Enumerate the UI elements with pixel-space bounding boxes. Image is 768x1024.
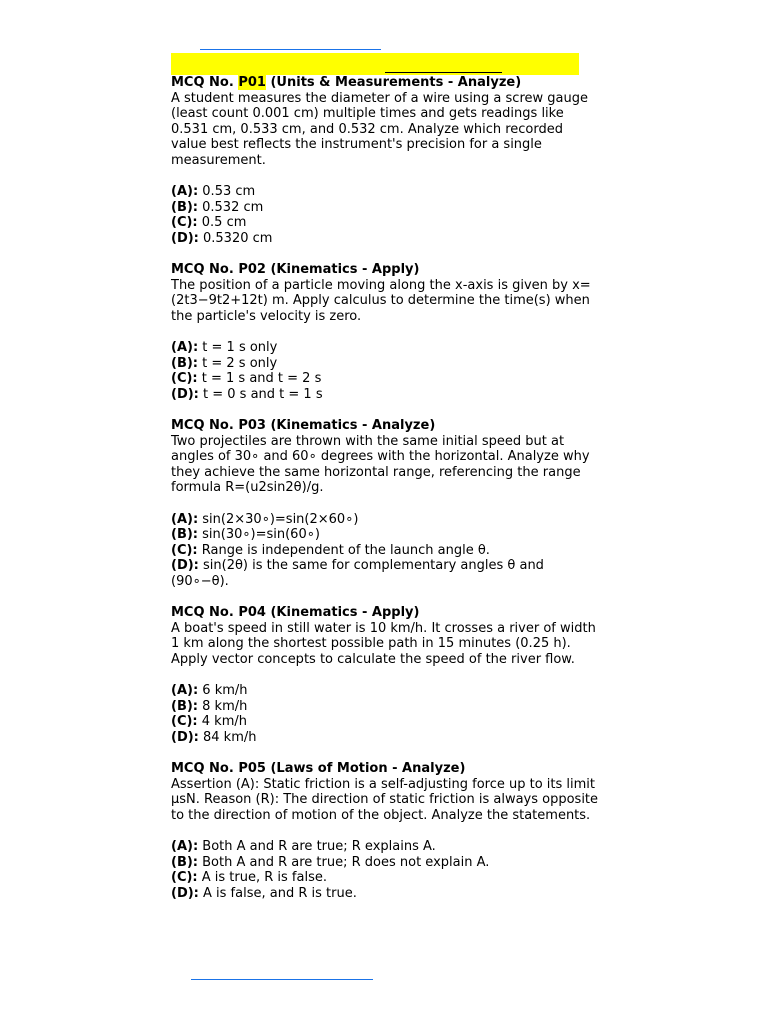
question-list xyxy=(171,75,601,917)
question-header: MCQ No. P02 (Kinematics - Apply) xyxy=(171,262,420,278)
question-text: The position of a particle moving along the x-axis is given by x=(2t3−9t2+12t) m. Apply calculus to determine the time(s) when the particle's velocity is zero. xyxy=(171,277,591,324)
question-id: P03 xyxy=(238,418,266,434)
question-id: P02 xyxy=(238,262,266,278)
question-topic: (Kinematics - Analyze) xyxy=(265,418,436,434)
question-id: P04 xyxy=(238,605,266,621)
option-c: (C): A is true, R is false. xyxy=(171,870,327,886)
option-a: (A): t = 1 s only xyxy=(171,340,278,356)
question-header: MCQ No. P04 (Kinematics - Apply) xyxy=(171,605,420,621)
question-text: Two projectiles are thrown with the same initial speed but at angles of 30∘ and 60∘ degrees with the horizontal. Analyze why they achieve the same horizontal range, referencing the range formula R=(u2sin2θ)/g. xyxy=(171,433,590,496)
option-c: (C): Range is independent of the launch angle θ. xyxy=(171,542,490,558)
option-c: (C): 4 km/h xyxy=(171,714,247,730)
option-b: (B): 8 km/h xyxy=(171,698,248,714)
question-p03 xyxy=(171,418,601,590)
question-header: MCQ No. P01 (Units & Measurements - Analyze) xyxy=(171,75,522,90)
option-list xyxy=(171,683,601,745)
option-a: (A): sin(2×30∘)=sin(2×60∘) xyxy=(171,511,359,527)
question-p05 xyxy=(171,761,601,901)
header-rule xyxy=(385,72,502,73)
option-a: (A): 6 km/h xyxy=(171,683,248,699)
option-a: (A): Both A and R are true; R explains A. xyxy=(171,839,436,855)
question-p02 xyxy=(171,262,601,402)
option-list xyxy=(171,512,601,590)
option-list xyxy=(171,184,601,246)
option-d: (D): sin(2θ) is the same for complementary angles θ and (90∘−θ). xyxy=(171,558,544,589)
question-header: MCQ No. P05 (Laws of Motion - Analyze) xyxy=(171,761,466,777)
question-p01 xyxy=(171,75,601,247)
question-text: A boat's speed in still water is 10 km/h. It crosses a river of width 1 km along the shortest possible path in 15 minutes (0.25 h). Apply vector concepts to calculate the speed of the river flow. xyxy=(171,620,596,667)
option-d: (D): t = 0 s and t = 1 s xyxy=(171,386,323,402)
option-b: (B): t = 2 s only xyxy=(171,355,278,371)
question-topic: (Units & Measurements - Analyze) xyxy=(265,75,522,90)
question-p04 xyxy=(171,605,601,745)
footer-link-underline[interactable] xyxy=(191,979,373,980)
question-id: P05 xyxy=(238,761,266,777)
option-b: (B): Both A and R are true; R does not explain A. xyxy=(171,854,490,870)
option-d: (D): 0.5320 cm xyxy=(171,230,273,246)
option-list xyxy=(171,839,601,901)
question-topic: (Kinematics - Apply) xyxy=(265,262,420,278)
option-c: (C): 0.5 cm xyxy=(171,215,247,231)
option-list xyxy=(171,340,601,402)
option-b: (B): sin(30∘)=sin(60∘) xyxy=(171,527,320,543)
header-link-underline[interactable] xyxy=(200,49,381,50)
option-d: (D): A is false, and R is true. xyxy=(171,885,357,901)
question-header: MCQ No. P03 (Kinematics - Analyze) xyxy=(171,418,436,434)
question-text: A student measures the diameter of a wire using a screw gauge (least count 0.001 cm) multiple times and gets readings like 0.531 cm, 0.533 cm, and 0.532 cm. Analyze which recorded value best reflects the instrument's precision for a single measurement. xyxy=(171,90,588,168)
question-id: P01 xyxy=(238,75,266,90)
question-topic: (Kinematics - Apply) xyxy=(265,605,420,621)
option-b: (B): 0.532 cm xyxy=(171,199,264,215)
header-highlight-bar xyxy=(171,53,579,75)
question-text: Assertion (A): Static friction is a self-adjusting force up to its limit μsN. Reason (R): The direction of static friction is always opposite to the direction of motion of the object. Analyze the statements. xyxy=(171,776,599,823)
option-d: (D): 84 km/h xyxy=(171,729,257,745)
option-a: (A): 0.53 cm xyxy=(171,184,256,200)
option-c: (C): t = 1 s and t = 2 s xyxy=(171,371,322,387)
question-topic: (Laws of Motion - Analyze) xyxy=(265,761,466,777)
